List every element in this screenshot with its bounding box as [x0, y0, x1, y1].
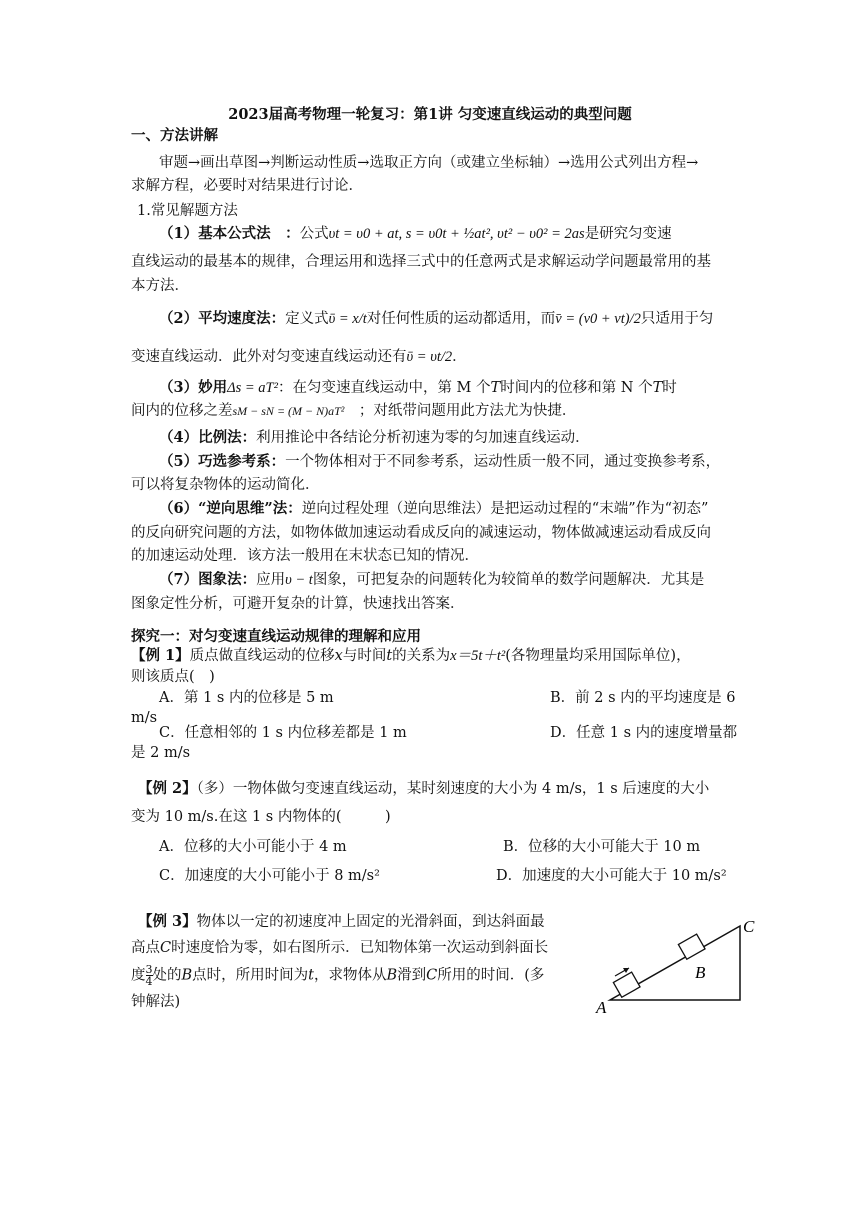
intro-text-line2: 求解方程，必要时对结果进行讨论．: [131, 178, 363, 194]
method-6-line2: 的反向研究问题的方法，如物体做加速运动看成反向的减速运动，物体做减速运动看成反向: [131, 525, 711, 541]
method-3-text: ：在匀变速直线运动中，第 M 个: [277, 380, 491, 396]
block-at-a: [613, 972, 640, 997]
example-1-option-a: A．第 1 s 内的位移是 5 m: [159, 690, 334, 706]
page-title: 2023届高考物理一轮复习：第1讲 匀变速直线运动的典型问题: [228, 106, 632, 123]
point-a-label: A: [596, 998, 607, 1017]
method-3-line2: [131, 401, 576, 421]
block-at-b: [678, 934, 705, 959]
example-2-line1: [138, 779, 709, 799]
example-3-B: B: [181, 967, 193, 984]
example-3-line3-e: 滑到: [397, 967, 427, 984]
example-1-option-b: B．前 2 s 内的平均速度是 6: [550, 690, 736, 706]
method-2-label: （2）平均速度法：: [159, 310, 286, 327]
method-1-line1: [159, 224, 672, 244]
method-2-line2-text: 变速直线运动．此外对匀变速直线运动还有: [131, 349, 407, 365]
example-1-line1: [131, 646, 691, 666]
method-7-line2: 图象定性分析，可避开复杂的计算，快速找出答案．: [131, 596, 465, 612]
example-2-option-d: D．加速度的大小可能大于 10 m/s²: [496, 868, 727, 884]
method-5-label: （5）巧选参考系：: [159, 453, 286, 470]
method-2-line2-end: ．: [452, 349, 467, 365]
example-1-option-d: D．任意 1 s 内的速度增量都: [550, 725, 738, 741]
example-1-option-d-cont: 是 2 m/s: [131, 745, 191, 761]
example-1-option-b-cont: m/s: [131, 710, 158, 726]
example-1-formula: x＝5t＋t²: [450, 648, 506, 664]
method-1-text: 公式: [299, 226, 329, 242]
method-4-line: [159, 428, 590, 448]
method-2-formula-c: ῡ = υt/2: [406, 349, 453, 365]
example-3-line3-a: 度: [131, 967, 146, 984]
example-3-line3-d: ，求物体从: [313, 967, 387, 984]
example-1-option-c: C．任意相邻的 1 s 内位移差都是 1 m: [159, 725, 407, 741]
example-1-line2: 则该质点( ): [131, 669, 215, 685]
method-3-text-c: 时: [662, 380, 677, 396]
intro-text-line1: 审题→画出草图→判断运动性质→选取正方向（或建立坐标轴）→选用公式列出方程→: [159, 155, 699, 171]
example-1-text-c: 的关系为: [392, 648, 451, 664]
method-4-text: 利用推论中各结论分析初速为零的匀加速直线运动．: [256, 430, 590, 446]
example-3-line3-b: 处的: [152, 967, 182, 984]
method-1-formula: υt = υ0 + at, s = υ0t + ½at², υt² − υ0² = 2as: [328, 226, 585, 242]
section-heading: 一、方法讲解: [131, 127, 218, 144]
fraction-three-quarters: [146, 964, 153, 987]
example-3-line2-b: 时速度恰为零，如右图所示．已知物体第一次运动到斜面长: [171, 940, 549, 956]
method-2-text-b: 对任何性质的运动都适用，而: [366, 311, 556, 327]
example-2-label: 【例 2】: [138, 780, 197, 797]
example-2-option-b: B．位移的大小可能大于 10 m: [503, 839, 701, 855]
method-1-label: （1）基本公式法 ：: [159, 225, 300, 242]
example-2-text: （多）一物体做匀变速直线运动，某时刻速度的大小为 4 m/s，1 s 后速度的大小: [196, 781, 710, 797]
method-2-line2: [131, 347, 467, 367]
example-3-C2: C: [426, 967, 438, 984]
method-3-line1: [159, 378, 677, 398]
method-1-line3: 本方法．: [131, 278, 189, 294]
method-4-label: （4）比例法：: [159, 429, 257, 446]
method-5-line2: 可以将复杂物体的运动简化．: [131, 477, 320, 493]
example-3-C: C: [160, 940, 172, 956]
method-6-text: 逆向过程处理（逆向思维法）是把运动过程的“末端”作为“初态”: [301, 501, 709, 517]
example-1-t: t: [386, 648, 393, 664]
example-3-text: 物体以一定的初速度冲上固定的光滑斜面，到达斜面最: [196, 914, 545, 930]
method-2-line1: [159, 309, 713, 329]
example-1-label: 【例 1】: [131, 647, 190, 664]
method-3-formula-b: sM − sN = (M − N)aT²: [232, 404, 345, 418]
method-7-formula: υ − t: [285, 572, 313, 588]
example-3-line3: [131, 964, 544, 987]
method-1-line2: 直线运动的最基本的规律，合理运用和选择三式中的任意两式是求解运动学问题最常用的基: [131, 254, 711, 270]
method-6-line3: 的加速运动处理．该方法一般用在末状态已知的情况．: [131, 548, 479, 564]
method-7-text-b: 图象，可把复杂的问题转化为较简单的数学问题解决．尤其是: [312, 572, 705, 588]
method-2-formula-a: ῡ = x/t: [328, 311, 367, 327]
method-5-line1: [159, 452, 720, 472]
method-1-text-b: 是研究匀变速: [584, 226, 672, 242]
method-6-line1: [159, 499, 708, 519]
method-5-text: 一个物体相对于不同参考系，运动性质一般不同，通过变换参考系，: [285, 454, 721, 470]
example-3-line3-c: 点时，所用时间为: [192, 967, 309, 984]
method-2-text-c: 只适用于匀: [640, 311, 714, 327]
fraction-numerator: 3: [145, 963, 153, 976]
example-3-line2-a: 高点: [131, 940, 160, 956]
method-3-line2-end: ；对纸带问题用此方法尤为快捷．: [358, 403, 577, 419]
method-3-label: （3）妙用: [159, 379, 228, 396]
example-3-label: 【例 3】: [138, 913, 197, 930]
example-3-t: t: [308, 967, 314, 984]
method-3-formula-a: Δs = aT²: [227, 380, 278, 396]
explore-heading: 探究一：对匀变速直线运动规律的理解和应用: [131, 628, 421, 645]
example-3-B2: B: [386, 967, 398, 984]
subheading: 1.常见解题方法: [137, 203, 238, 219]
method-2-text: 定义式: [285, 311, 329, 327]
example-1-text-a: 质点做直线运动的位移: [189, 648, 335, 664]
incline-diagram: [590, 910, 760, 1020]
example-1-x: x: [334, 648, 343, 664]
example-3-line2: [131, 938, 548, 958]
method-7-label: （7）图象法：: [159, 571, 257, 588]
example-3-line1: [138, 912, 545, 932]
example-1-text-b: 与时间: [342, 648, 387, 664]
method-3-T1: T: [490, 380, 501, 396]
method-3-T2: T: [652, 380, 663, 396]
point-b-label: B: [695, 963, 706, 982]
method-7-text: 应用: [256, 572, 286, 588]
point-c-label: C: [743, 917, 755, 936]
fraction-denominator: 4: [145, 975, 153, 988]
method-7-line1: [159, 570, 704, 590]
method-2-formula-b: v̄ = (v0 + vt)/2: [555, 311, 641, 327]
example-2-line2: 变为 10 m/s.在这 1 s 内物体的( ): [131, 809, 391, 825]
example-2-option-a: A．位移的大小可能小于 4 m: [159, 839, 347, 855]
method-6-label: （6）“逆向思维”法：: [159, 500, 302, 517]
method-3-text-b: 时间内的位移和第 N 个: [500, 380, 653, 396]
example-3-line3-f: 所用的时间．(多: [437, 967, 545, 984]
example-1-text-d: (各物理量均采用国际单位)，: [505, 648, 691, 664]
method-3-line2-text: 间内的位移之差: [131, 403, 233, 419]
example-2-option-c: C．加速度的大小可能小于 8 m/s²: [159, 868, 380, 884]
example-3-line4: 钟解法): [131, 994, 181, 1010]
